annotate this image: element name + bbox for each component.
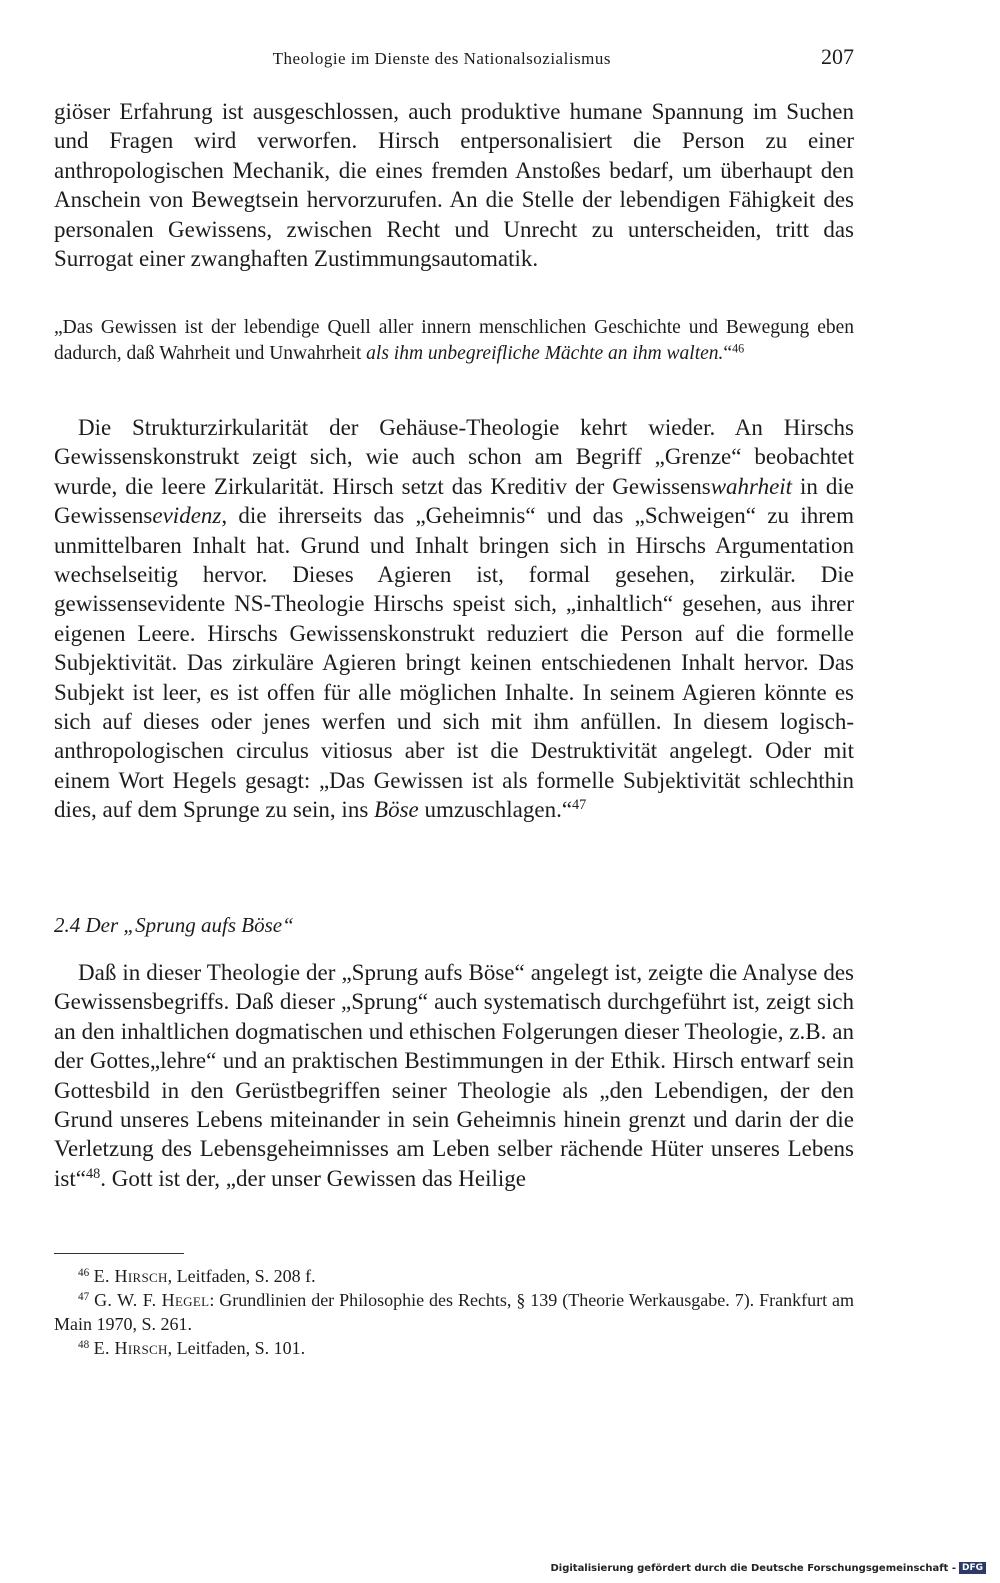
footnote-text: , Leitfaden, S. 101. <box>167 1338 306 1358</box>
footnote-ref-48[interactable]: 48 <box>85 1166 101 1183</box>
footnote-divider <box>54 1253 184 1254</box>
quote-close: “ <box>723 342 733 364</box>
footnote-ref-47[interactable]: 47 <box>572 797 587 814</box>
footnote-number: 48 <box>78 1338 90 1351</box>
page-number: 207 <box>821 44 854 69</box>
para2-text-c: , die ihrerseits das „Geheimnis“ und das „Schweigen“ zu ihrem unmittelbaren Inhalt hat. Grund und Inhalt bringen sich in Hirschs Argumentation wechselseitig hervor. Dieses Agieren ist, formal gesehen, zirkulär. Die gewissensevidente NS-Theologie Hirschs speist sich, „inhaltlich“ gesehen, aus ihrer eigenen Leere. Hirschs Gewissenskonstrukt reduziert die Person auf die formelle Subjektivität. Das zirkuläre Agieren bringt keinen entschiedenen Inhalt hervor. Das Subjekt ist leer, es ist offen für alle möglichen Inhalte. In seinem Agieren könnte es sich auf dieses oder jenes werfen und sich mit ihm anfüllen. In diesem logisch-anthropologischen circulus vitiosus aber ist die Destruktivität angelegt. Oder mit einem Wort Hegels gesagt: „Das Gewissen ist als formelle Subjektivität schlechthin dies, auf dem Sprunge zu sein, ins <box>54 503 854 823</box>
paragraph-3 <box>54 958 854 1193</box>
dfg-logo: DFG <box>959 1562 986 1574</box>
quote-italic: als ihm unbegreifliche Mächte an ihm walten. <box>366 342 724 364</box>
footnote-48 <box>54 1336 854 1360</box>
footnote-47 <box>54 1288 854 1336</box>
credit-text: Digitalisierung gefördert durch die Deutsche Forschungsgemeinschaft - <box>550 1562 956 1574</box>
para2-text-a: Die Strukturzirkularität der Gehäuse-Theologie kehrt wieder. An Hirschs Gewissenskonstrukt zeigt sich, wie auch schon am Begriff „Grenze“ beobachtet wurde, die leere Zirkularität. Hirsch setzt das Kreditiv der Gewissens <box>54 415 854 499</box>
running-head <box>54 44 854 70</box>
footnote-author: E. Hirsch <box>93 1266 168 1286</box>
footnote-46 <box>54 1264 854 1288</box>
footnotes <box>54 1264 854 1360</box>
footnote-author: E. Hirsch <box>93 1338 168 1358</box>
footnote-text: , Leitfaden, S. 208 f. <box>167 1266 316 1286</box>
section-heading: 2.4 Der „Sprung aufs Böse“ <box>54 913 294 937</box>
para2-text-d: umzuschlagen.“ <box>418 797 573 823</box>
footnote-text: : Grundlinien der Philosophie des Rechts, § 139 (Theorie Werkausgabe. 7). Frankfurt am Main 1970, S. 261. <box>54 1290 855 1334</box>
para2-text-b: in die Gewissens <box>54 473 854 529</box>
footnote-ref-46[interactable]: 46 <box>732 340 745 355</box>
para2-italic-wahrheit: wahrheit <box>710 473 793 499</box>
para3-text-a: Daß in dieser Theologie der „Sprung aufs Böse“ angelegt ist, zeigte die Analyse des Gewissensbegriffs. Daß dieser „Sprung“ auch systematisch durchgeführt ist, zeigt sich an den inhaltlichen dogmatischen und ethischen Folgerungen dieser Theologie, z.B. an der Gottes„lehre“ und an praktischen Bestimmungen in der Ethik. Hirsch entwarf sein Gottesbild in den Gerüstbegriffen seiner Theologie als „den Lebendigen, der den Grund unseres Lebens miteinander in sein Geheimnis hinein grenzt und darin der die Verletzung des Lebensgeheimnisses am Leben selber rächende Hüter unseres Lebens ist“ <box>54 960 854 1191</box>
paragraph-1: giöser Erfahrung ist ausgeschlossen, auch produktive humane Spannung im Suchen und Fragen wird verworfen. Hirsch entpersonalisiert die Person zu einer anthropologischen Mechanik, die eines fremden Anstoßes bedarf, um überhaupt den Anschein von Bewegtsein hervorzurufen. An die Stelle der lebendigen Fähigkeit des personalen Gewissens, zwischen Recht und Unrecht zu unterscheiden, tritt das Surrogat einer zwanghaften Zustimmungsautomatik. <box>54 99 854 272</box>
digitization-credit <box>550 1562 986 1574</box>
footnote-number: 47 <box>78 1290 90 1303</box>
footnote-author: G. W. F. Hegel <box>94 1290 210 1310</box>
para2-italic-evidenz: evidenz <box>152 503 222 529</box>
running-title: Theologie im Dienste des Nationalsozialismus <box>272 49 611 68</box>
quote-text: „Das Gewissen ist der lebendige Quell aller innern menschlichen Geschichte und Bewegung eben dadurch, daß Wahrheit und Unwahrheit <box>54 317 854 364</box>
para2-italic-boese: Böse <box>374 797 419 823</box>
footnote-number: 46 <box>78 1266 90 1279</box>
block-quote <box>54 315 854 366</box>
para3-text-b: . Gott ist der, „der unser Gewissen das Heilige <box>100 1165 526 1191</box>
paragraph-2 <box>54 413 854 825</box>
